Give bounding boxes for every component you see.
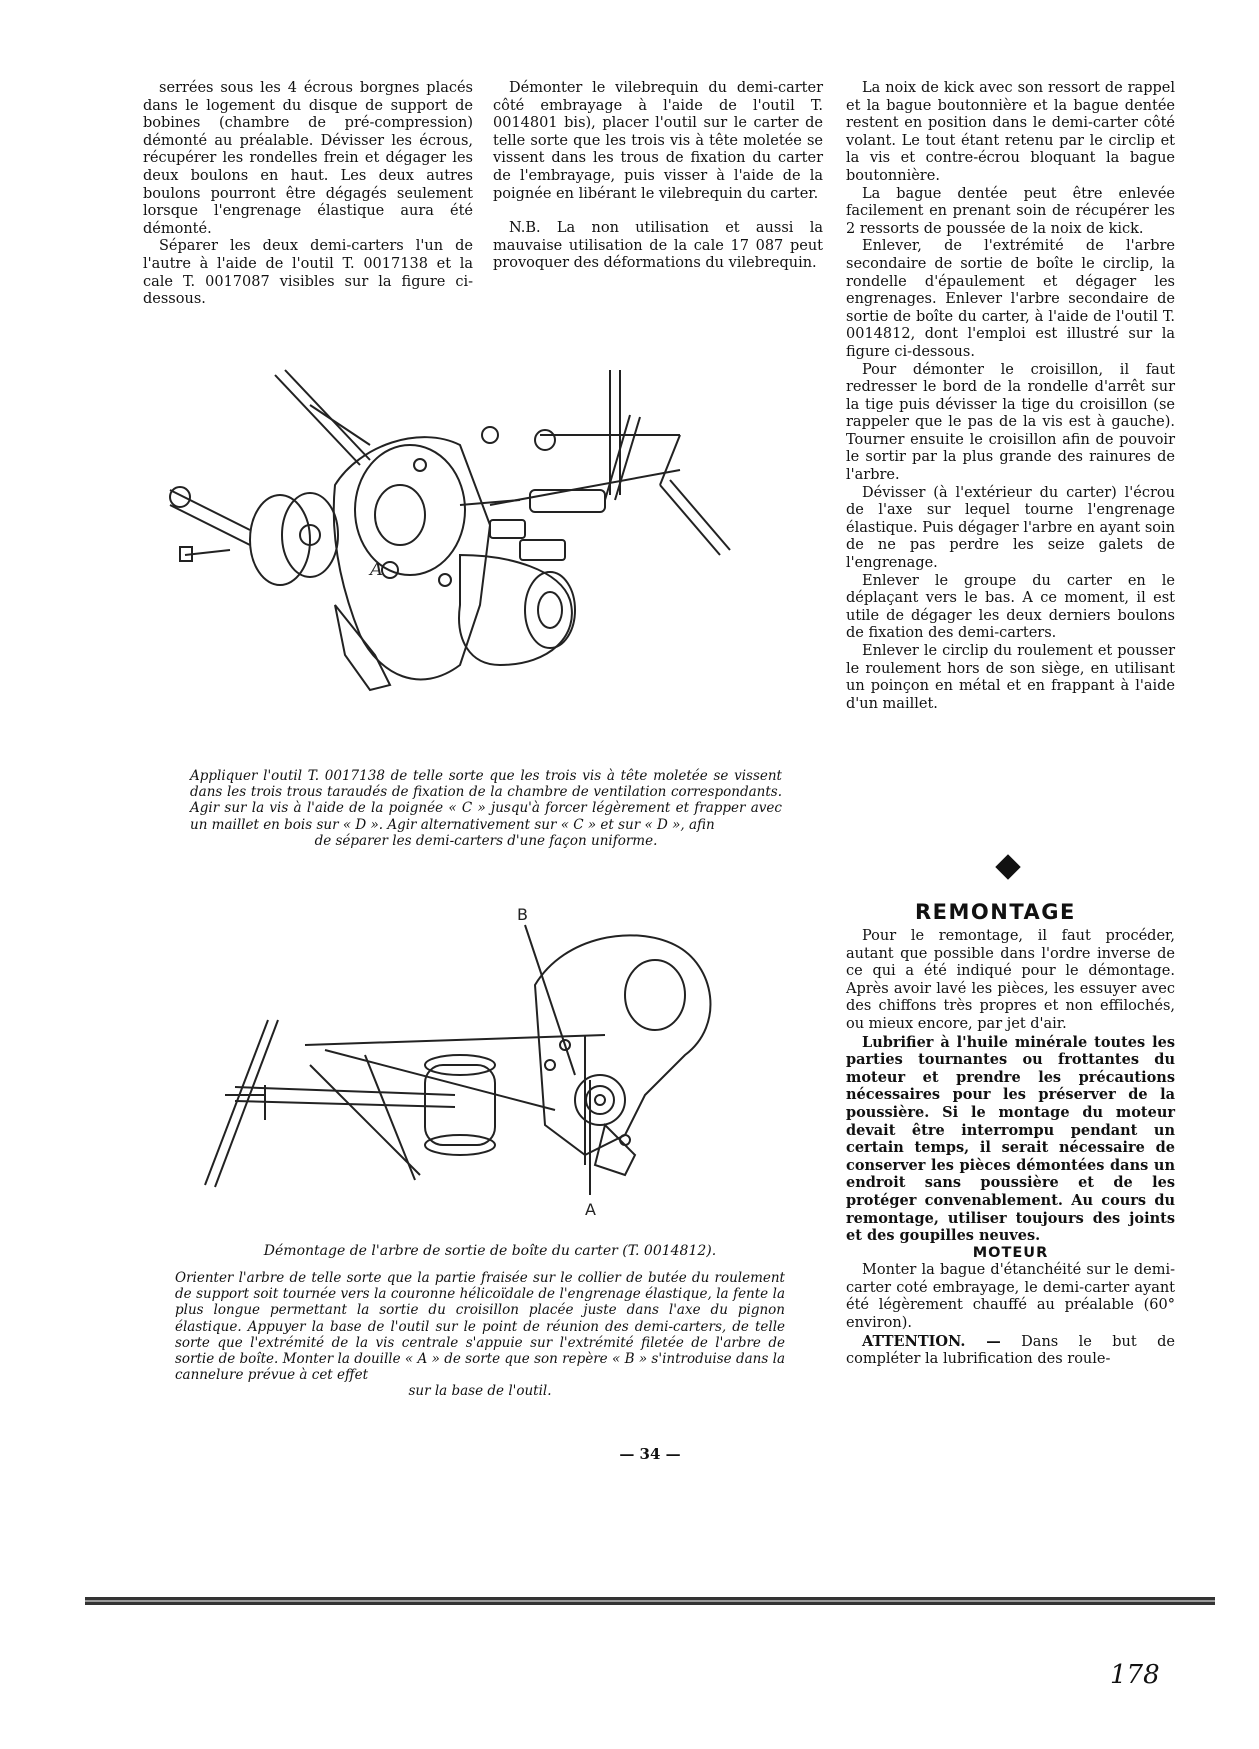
crankshaft-drawing [170,487,338,585]
paragraph: Pour le remontage, il faut procéder, autant que possible dans l'ordre inverse de ce qui a été indiqué pour le démontage. Après avoir lavé les pièces, les essuyer avec des chiffons très propres et non effilochés, ou mieux encore, par jet d'air. [846,928,1175,1032]
paragraph: Séparer les deux demi-carters l'un de l'autre à l'aide de l'outil T. 0017138 et la cale T. 0017087 visibles sur la figure ci-dessous. [143,238,473,308]
paragraph: Pour démonter le croisillon, il faut redresser le bord de la rondelle d'arrêt sur la tige puis dévisser la tige du croisillon (se rappeler que le pas de la vis est à gauche). Tourner ensuite le croisillon afin de pouvoir le sortir par la plus grande des rainures de l'arbre. [846,361,1175,484]
figure-label-b: B [517,905,528,924]
text-column-1 [143,80,473,309]
section-heading: REMONTAGE [915,900,1076,924]
figure-label-a: A [585,1200,596,1219]
paragraph: Démonter le vilebrequin du demi-carter côté embrayage à l'aide de l'outil T. 0014801 bis), placer l'outil sur le carter de telle sorte que les trois vis à tête moletée se vissent dans les trous de fixation du carter de l'embrayage, puis visser à l'aide de la poignée en libérant le vilebrequin du carter. [493,80,823,202]
figure-caption-1 [190,768,782,849]
page-number: — 34 — [619,1445,681,1463]
text-column-3 [846,80,1175,713]
paragraph: Dévisser (à l'extérieur du carter) l'écrou de l'axe sur lequel tourne l'engrenage élastique. Puis dégager l'arbre en ayant soin de ne pas perdre les seize galets de l'engrenage. [846,484,1175,572]
scan-artifact-strip [85,1595,1215,1607]
subheading: MOTEUR [972,1244,1049,1261]
crankcase-drawing [535,935,710,1175]
paragraph: Lubrifier à l'huile minérale toutes les parties tournantes ou frottantes du moteur et prendre les précautions nécessaires pour les préserver de la poussière. Si le montage du moteur devait être interrompu pendant un certain temps, il serait nécessaire de conserver les pièces démontées dans un endroit sans poussière et de les protéger convenablement. Au cours du remontage, utiliser toujours des joints et des goupilles neuves. [846,1033,1175,1245]
figure-label-a: A [370,559,383,580]
paragraph: Monter la bague d'étanchéité sur le demi-carter coté embrayage, le demi-carter ayant été légèrement chauffé au préalable (60° environ). [846,1262,1175,1332]
figure-caption-2-title: Démontage de l'arbre de sortie de boîte du carter (T. 0014812). [263,1243,717,1259]
pointer-line-b [525,925,575,1075]
caption-last-line: sur la base de l'outil. [408,1383,552,1400]
tool-body-drawing [305,1035,605,1180]
paragraph: Enlever le circlip du roulement et pousser le roulement hors de son siège, en utilisant un poinçon en métal et en frappant à l'aide d'un maillet. [846,643,1175,712]
paragraph: La bague dentée peut être enlevée facilement en prenant soin de récupérer les 2 ressorts de poussée de la noix de kick. [846,185,1175,237]
paragraph [846,1333,1175,1369]
paragraph: Enlever, de l'extrémité de l'arbre secondaire de sortie de boîte le circlip, la rondelle d'épaulement et dégager les engrenages. Enlever l'arbre secondaire de sortie de boîte du carter, à l'aide de l'outil T. 0014812, dont l'emploi est illustré sur la figure ci-dessous. [846,238,1175,360]
paragraph: N.B. La non utilisation et aussi la mauvaise utilisation de la cale 17 087 peut provoquer des déformations du vilebrequin. [493,220,823,272]
figure-crankcase-splitter-illustration [160,405,810,760]
figure-caption-2 [175,1270,785,1400]
caption-text: Orienter l'arbre de telle sorte que la partie fraisée sur le collier de butée du roulement de support soit tournée vers la couronne hélicoïdale de l'engrenage élastique, la fente la plus longue permettant la sortie du croisillon placée juste dans l'axe du pignon élastique. Appuyer la base de l'outil sur le point de réunion des demi-carters, de telle sorte que l'extrémité de la vis centrale s'appuie sur l'extrémité filetée de l'arbre de sortie de boîte. Monter la douille « A » de sorte que son repère « B » s'introduise dans la cannelure prévue à cet effet [175,1270,785,1384]
caption-last-line: de séparer les demi-carters d'une façon uniforme. [314,832,658,849]
handwritten-page-number: 178 [1110,1660,1160,1690]
attention-label: ATTENTION. — [862,1332,1001,1350]
attention-text: Dans le but de compléter la lubrification des roule- [846,1333,1176,1368]
splitter-tool-drawing [275,370,730,560]
diamond-ornament-icon [995,854,1020,879]
paragraph: serrées sous les 4 écrous borgnes placés dans le logement du disque de support de bobines (chambre de pré-compression) démonté au préalable. Dévisser les écrous, récupérer les rondelles frein et dégager les deux boulons en haut. Les deux autres boulons pourront être dégagés seulement lorsque l'engrenage élastique aura été démonté. [143,80,473,237]
paragraph: La noix de kick avec son ressort de rappel et la bague boutonnière et la bague dentée restent en position dans le demi-carter côté volant. Le tout étant retenu par le circlip et la vis et contre-écrou bloquant la bague boutonnière. [846,80,1175,184]
text-column-remontage [846,928,1175,1369]
text-column-2 [493,80,823,273]
figure-output-shaft-removal-illustration [205,905,735,1225]
paragraph: Enlever le groupe du carter en le déplaçant vers le bas. A ce moment, il est utile de dégager les deux derniers boulons de fixation des demi-carters. [846,572,1175,642]
caption-text: Appliquer l'outil T. 0017138 de telle sorte que les trois vis à tête moletée se vissent dans les trois trous taraudés de fixation de la chambre de ventilation correspondants. Agir sur la vis à l'aide de la poignée « C » jusqu'à forcer légèrement et frapper avec un maillet en bois sur « D ». Agir alternativement sur « C » et sur « D », afin [190,768,782,833]
